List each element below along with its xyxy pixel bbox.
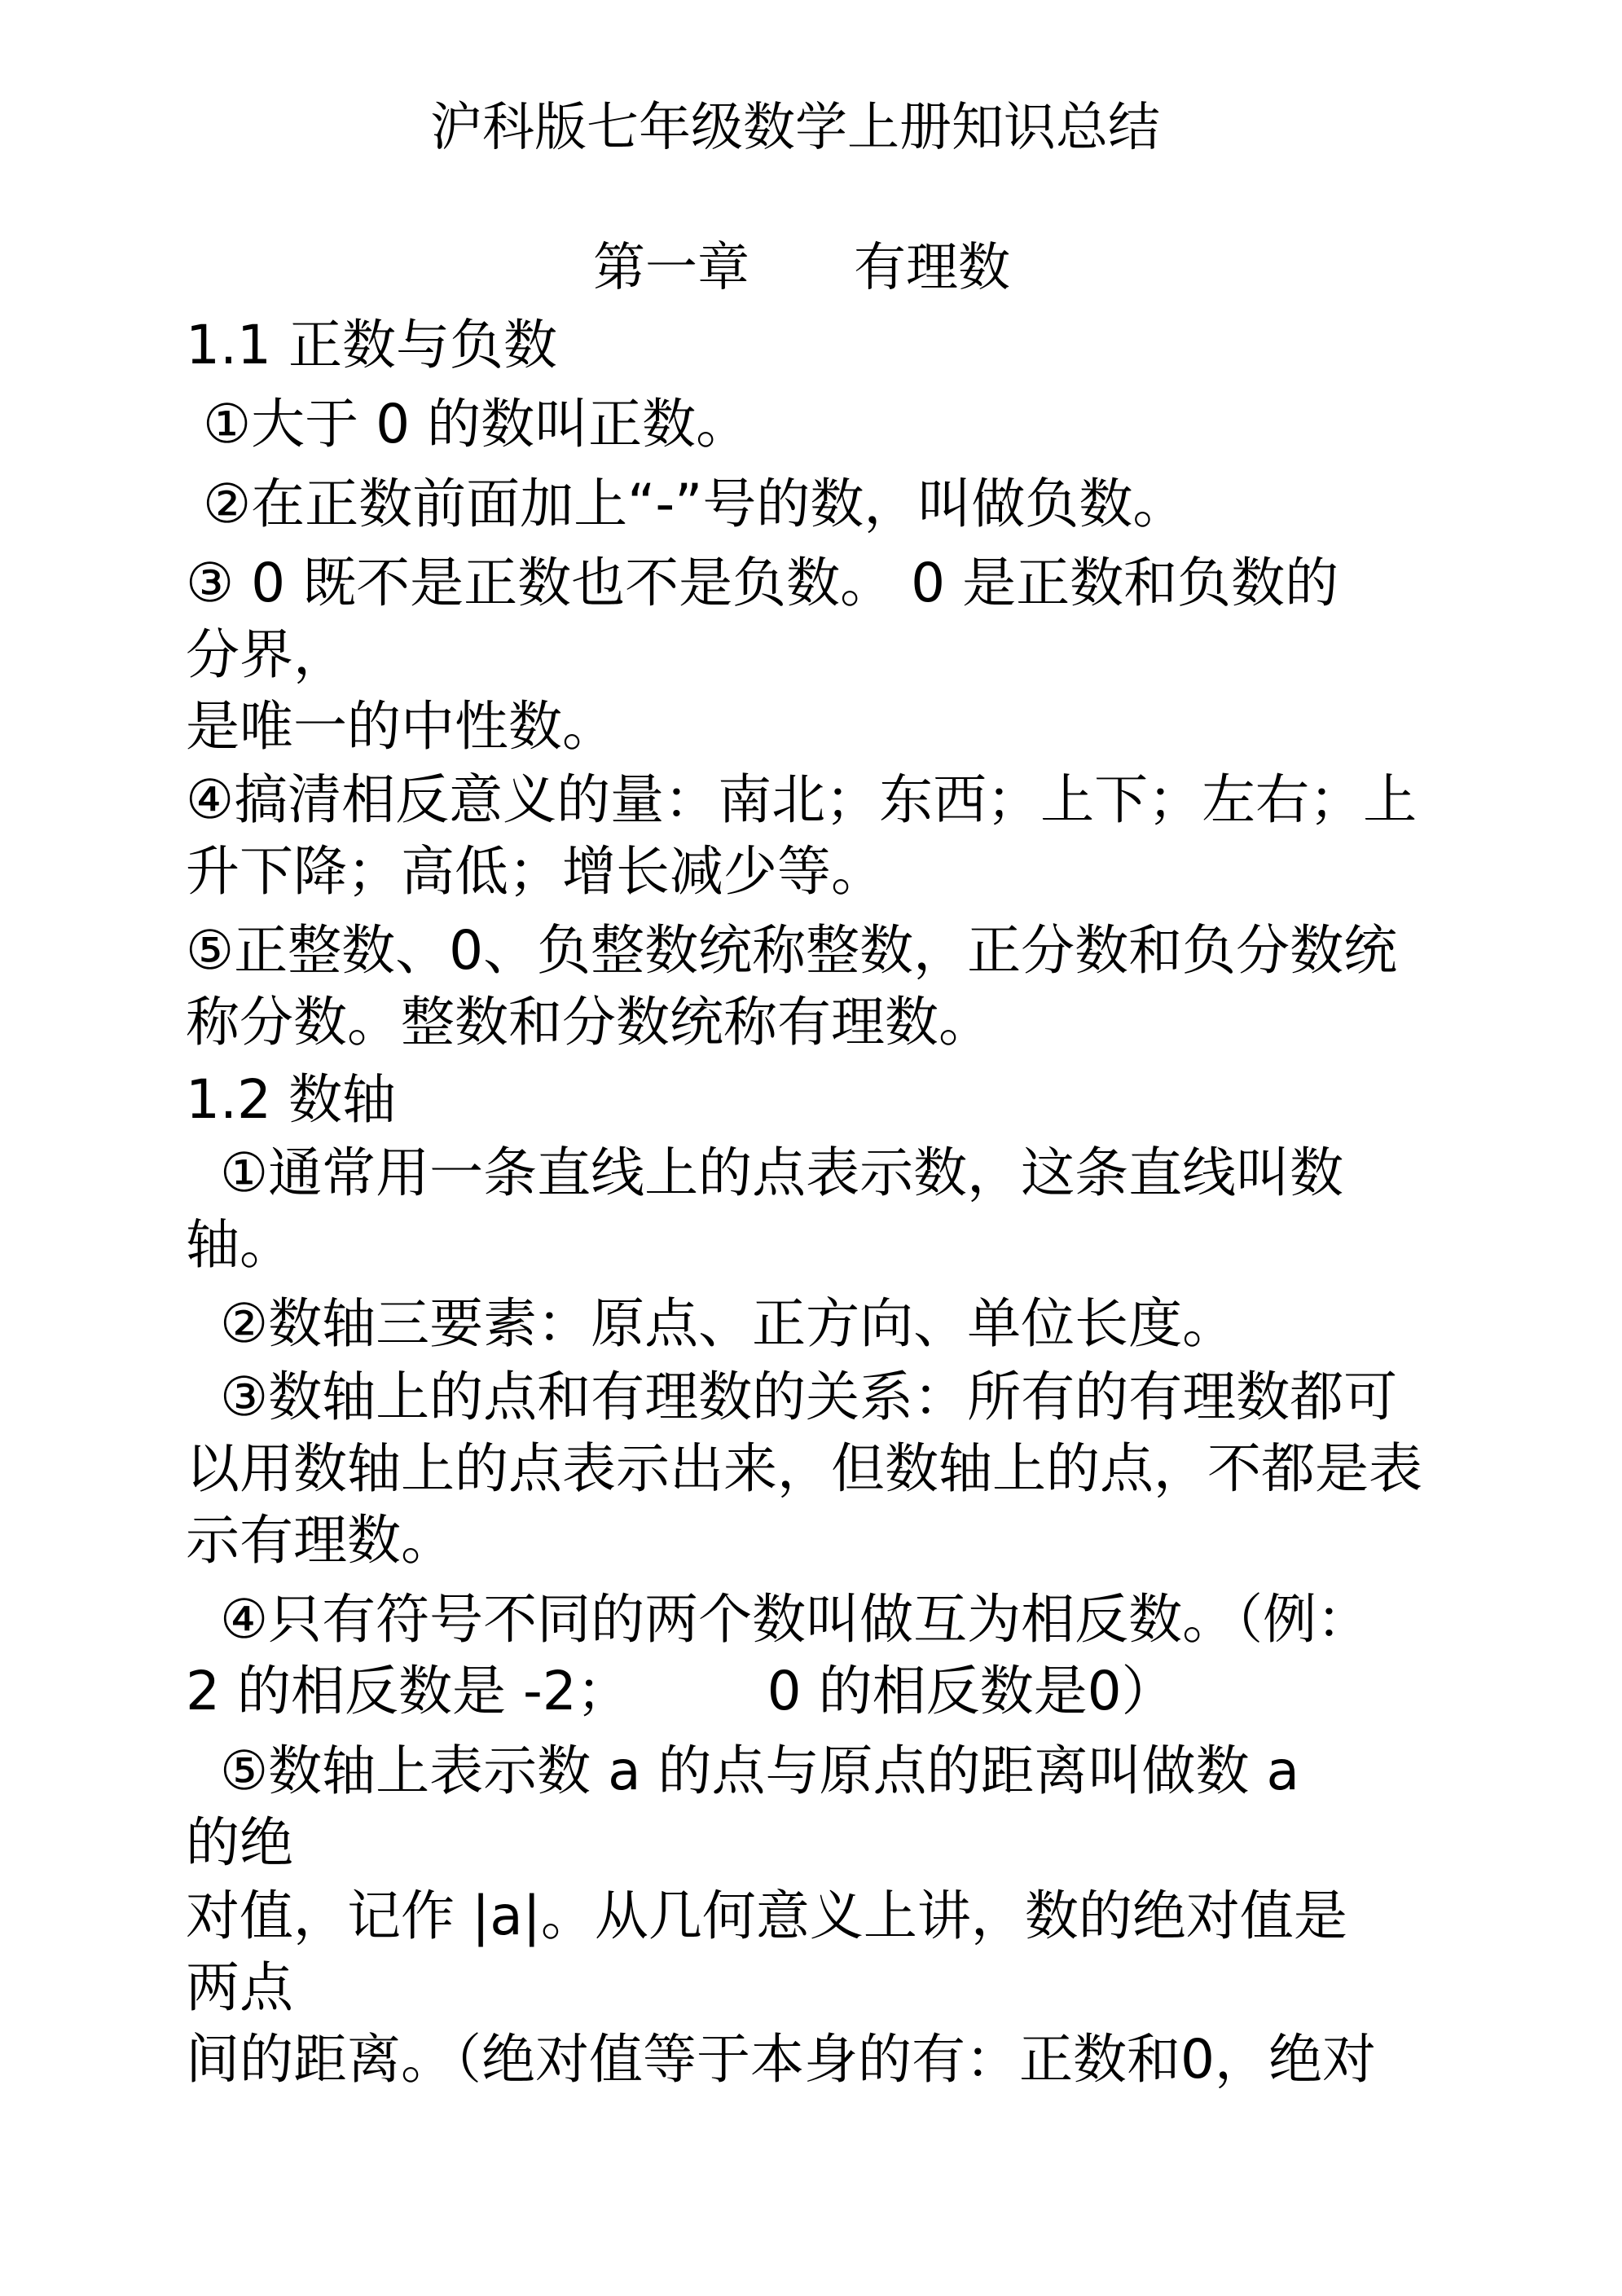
text-line: ③数轴上的点和有理数的关系：所有的有理数都可 bbox=[186, 1366, 1398, 1428]
text-line: 两点 bbox=[186, 1956, 293, 2019]
chapter-heading: 第一章 有理数 bbox=[593, 238, 1010, 298]
section-heading-1-1: 1.1 正数与负数 bbox=[186, 314, 557, 376]
text-line: ⑤正整数、0、负整数统称整数，正分数和负分数统 bbox=[186, 919, 1398, 982]
text-line: 以用数轴上的点表示出来，但数轴上的点，不都是表 bbox=[186, 1437, 1422, 1500]
text-line: ①通常用一条直线上的点表示数，这条直线叫数 bbox=[186, 1141, 1344, 1204]
text-line: ④搞清相反意义的量：南北；东西；上下；左右；上 bbox=[186, 768, 1418, 831]
text-line: 的绝 bbox=[186, 1811, 293, 1874]
text-line: 轴。 bbox=[186, 1213, 293, 1276]
text-line: ②数轴三要素：原点、正方向、单位长度。 bbox=[186, 1292, 1237, 1355]
text-line: ②在正数前面加上“-”号的数，叫做负数。 bbox=[186, 473, 1187, 535]
text-line: 间的距离。（绝对值等于本身的有：正数和0，绝对 bbox=[186, 2028, 1376, 2091]
text-line: 对值，记作 |a|。从几何意义上讲，数的绝对值是 bbox=[186, 1885, 1347, 1947]
text-line: ⑤数轴上表示数 a 的点与原点的距离叫做数 a bbox=[186, 1740, 1299, 1802]
text-line: ③ 0 既不是正数也不是负数。 0 是正数和负数的 bbox=[186, 552, 1339, 614]
text-line: 称分数。整数和分数统称有理数。 bbox=[186, 991, 992, 1053]
text-line: ①大于 0 的数叫正数。 bbox=[186, 393, 750, 455]
text-line: ④只有符号不同的两个数叫做互为相反数。（例： bbox=[186, 1588, 1371, 1651]
text-line: 2 的相反数是 -2； 0 的相反数是0） bbox=[186, 1660, 1176, 1722]
text-line: 升下降；高低；增长减少等。 bbox=[186, 840, 885, 903]
document-title: 沪科版七年级数学上册知识总结 bbox=[430, 98, 1160, 158]
text-line: 分界， bbox=[186, 623, 347, 686]
text-line: 示有理数。 bbox=[186, 1509, 455, 1572]
section-heading-1-2: 1.2 数轴 bbox=[186, 1068, 396, 1131]
text-line: 是唯一的中性数。 bbox=[186, 695, 616, 758]
